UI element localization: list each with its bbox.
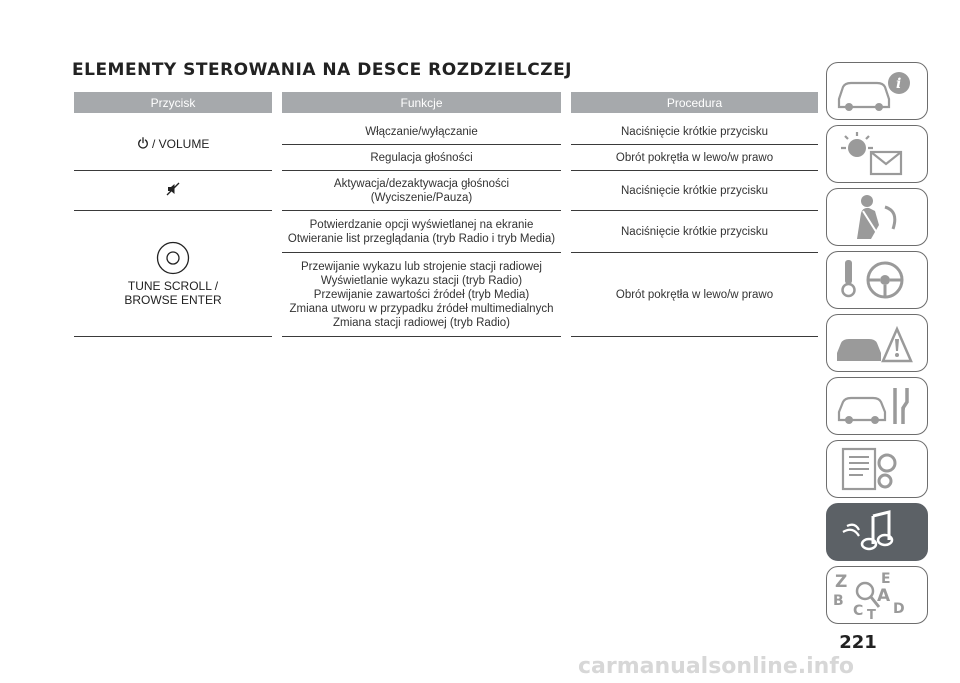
procedure-short-press: Naciśnięcie krótkie przycisku <box>571 171 818 211</box>
function-line: Otwieranie list przeglądania (tryb Radio i tryb Media) <box>287 232 556 245</box>
procedure-rotate-knob: Obrót pokrętła w lewo/w prawo <box>571 253 818 337</box>
function-volume-adjust: Regulacja głośności <box>282 145 561 171</box>
chapter-tabs <box>826 62 928 629</box>
function-line: Zmiana utworu w przypadku źródeł multimedialnych <box>289 302 554 315</box>
tab-safety[interactable] <box>826 188 928 246</box>
function-line: Aktywacja/dezaktywacja głośności <box>333 177 510 190</box>
button-tune-scroll <box>74 211 272 337</box>
index-letter: Z <box>835 572 848 592</box>
svg-text:i: i <box>896 76 902 92</box>
function-confirm <box>282 211 561 253</box>
button-power-volume <box>74 119 272 171</box>
safety-seatbelt-icon <box>827 189 927 245</box>
index-letter: C <box>853 603 864 619</box>
key-steering-wheel-icon <box>827 252 927 308</box>
tab-technical-data[interactable] <box>826 440 928 498</box>
header-funkcje: Funkcje <box>282 92 561 113</box>
car-crash-warning-icon <box>827 315 927 371</box>
function-line: Zmiana stacji radiowej (tryb Radio) <box>332 316 511 329</box>
index-letter: D <box>893 601 905 617</box>
tab-car-info[interactable] <box>826 62 928 120</box>
warning-lights-icon <box>827 126 927 182</box>
power-icon <box>137 137 149 149</box>
page-number: 221 <box>839 632 877 653</box>
watermark: carmanualsonline.info <box>578 654 854 679</box>
index-letter: T <box>867 608 876 623</box>
index-letter: E <box>881 571 891 587</box>
index-letter: B <box>833 593 844 609</box>
procedure-short-press: Naciśnięcie krótkie przycisku <box>571 211 818 253</box>
rotary-knob-icon <box>156 241 190 275</box>
button-mute <box>74 171 272 211</box>
procedure-short-press: Naciśnięcie krótkie przycisku <box>571 119 818 145</box>
function-mute <box>282 171 561 211</box>
car-maintenance-icon <box>827 378 927 434</box>
tab-starting-driving[interactable] <box>826 251 928 309</box>
procedure-rotate-knob: Obrót pokrętła w lewo/w prawo <box>571 145 818 171</box>
function-line: (Wyciszenie/Pauza) <box>370 191 473 204</box>
button-browse-label: BROWSE ENTER <box>124 292 222 307</box>
function-line: Przewijanie wykazu lub strojenie stacji radiowej <box>301 260 542 273</box>
alphabetical-index-icon <box>827 567 927 623</box>
button-tune-label: TUNE SCROLL / <box>127 278 219 293</box>
tab-maintenance[interactable] <box>826 377 928 435</box>
button-volume-label: / VOLUME <box>151 137 210 151</box>
function-on-off: Włączanie/wyłączanie <box>282 119 561 145</box>
controls-table <box>74 92 818 337</box>
car-info-icon <box>827 63 927 119</box>
function-scroll <box>282 253 561 337</box>
header-przycisk: Przycisk <box>74 92 272 113</box>
tab-warning-lights[interactable] <box>826 125 928 183</box>
index-letter: A <box>877 586 891 606</box>
mute-speaker-icon <box>166 182 180 196</box>
tab-multimedia[interactable] <box>826 503 928 561</box>
function-line: Wyświetlanie wykazu stacji (tryb Radio) <box>320 274 523 287</box>
function-line: Przewijanie zawartości źródeł (tryb Media) <box>313 288 530 301</box>
tab-index[interactable] <box>826 566 928 624</box>
technical-data-icon <box>827 441 927 497</box>
tab-emergency[interactable] <box>826 314 928 372</box>
function-line: Potwierdzanie opcji wyświetlanej na ekranie <box>309 218 534 231</box>
page-title: ELEMENTY STEROWANIA NA DESCE ROZDZIELCZEJ <box>72 60 573 80</box>
multimedia-music-icon <box>827 504 927 560</box>
header-procedura: Procedura <box>571 92 818 113</box>
